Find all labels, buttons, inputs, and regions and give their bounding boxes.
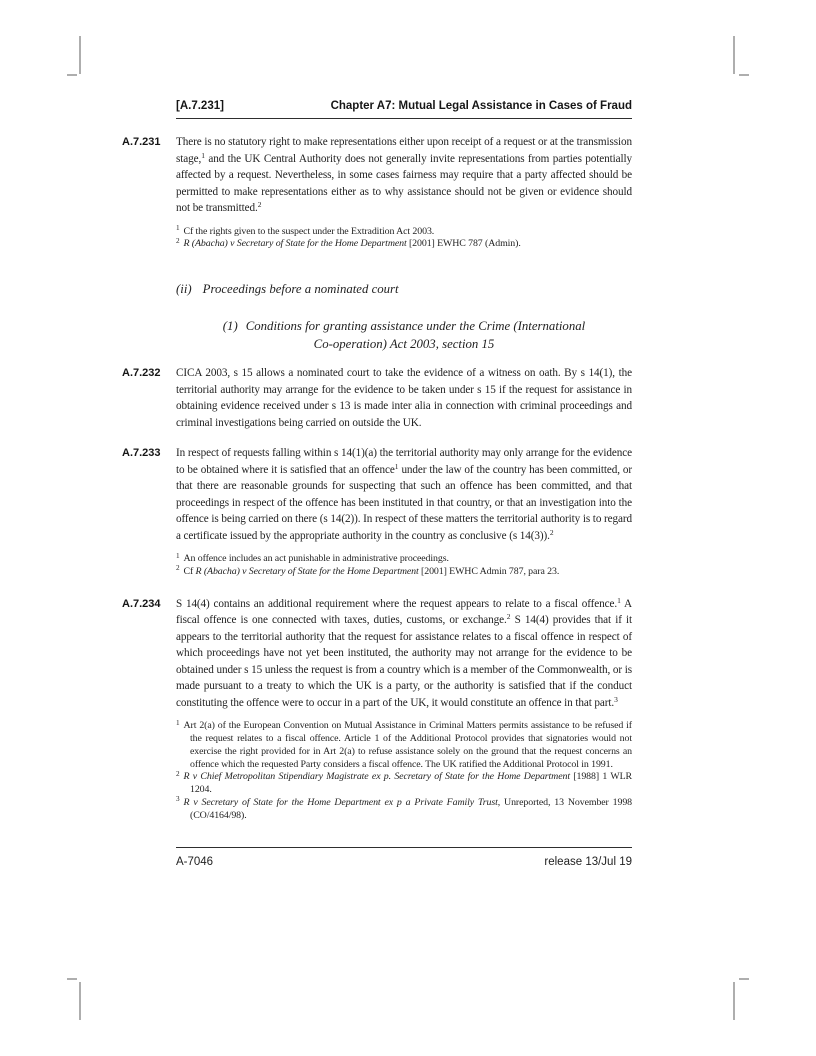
text-segment: Cf the rights given to the suspect under the Extradition Act 2003. xyxy=(183,225,435,237)
text-segment: A fiscal offence is one connected with taxes, duties, customs, or exchange. xyxy=(176,597,632,627)
paragraph-a7234 xyxy=(122,595,632,712)
paragraph-number-a7234: A.7.234 xyxy=(122,597,161,610)
header-chapter-title: Chapter A7: Mutual Legal Assistance in Cases of Fraud xyxy=(330,100,632,112)
footnote-reference: 1 xyxy=(394,461,399,471)
footnotes-a7234 xyxy=(176,720,632,822)
footnote xyxy=(176,553,632,566)
text-segment: S 14(4) contains an additional requirement where the request appears to relate to a fiscal offence. xyxy=(176,597,618,610)
crop-mark-top-left-horizontal xyxy=(67,74,77,76)
paragraph-text-a7233 xyxy=(176,445,632,544)
footnote-text xyxy=(184,771,633,795)
footer-release: release 13/Jul 19 xyxy=(544,855,632,868)
footnote-number: 2 xyxy=(176,236,180,245)
footnote-reference: 2 xyxy=(506,612,511,622)
case-citation: R v Chief Metropolitan Stipendiary Magistrate ex p. Secretary of State for the Home Department xyxy=(183,771,570,783)
subsection-heading-ii xyxy=(176,281,632,297)
subsection-heading-1-label: (1) xyxy=(222,319,238,334)
footnote-reference: 2 xyxy=(257,200,262,209)
subsection-heading-1-text: Conditions for granting assistance under the Crime (International xyxy=(245,319,586,334)
case-citation: R v Secretary of State for the Home Department ex p a Private Family Trust xyxy=(183,796,498,808)
header-section-ref: [A.7.231] xyxy=(176,100,224,112)
page-footer xyxy=(176,847,632,868)
crop-mark-bottom-left-vertical xyxy=(79,982,81,1020)
footnote-number: 2 xyxy=(176,564,180,573)
crop-mark-bottom-right-vertical xyxy=(733,982,735,1020)
text-segment: [2001] EWHC Admin 787, para 23. xyxy=(418,565,560,577)
text-segment: There is no statutory right to make representations either upon receipt of a request or at the transmission stage, xyxy=(176,136,632,165)
text-segment: Cf xyxy=(183,565,196,577)
footer-page-number: A-7046 xyxy=(176,855,214,868)
text-segment: , Unreported, 13 November 1998 (CO/4164/98). xyxy=(190,796,632,821)
case-citation: R (Abacha) v Secretary of State for the Home Department xyxy=(183,238,407,250)
footnote-text xyxy=(184,226,435,237)
footnote-reference: 1 xyxy=(201,150,205,160)
text-segment: and the UK Central Authority does not generally invite representations from parties potentially affected by a request. Nevertheless, in some cases fairness may require that a party affected should be permitted to make representations either as to why assistance should not be given or evidence should not be transmitted. xyxy=(176,152,632,214)
text-segment: [2001] EWHC 787 (Admin). xyxy=(406,238,521,250)
subsection-heading-ii-text: Proceedings before a nominated court xyxy=(202,282,399,297)
footnotes-a7233 xyxy=(176,553,632,579)
page-header xyxy=(176,100,632,119)
paragraph-text-a7231 xyxy=(176,134,632,217)
footnote xyxy=(176,720,632,771)
subsection-heading-1 xyxy=(176,317,632,353)
paragraph-a7231 xyxy=(122,134,632,217)
paragraph-text-a7234 xyxy=(176,596,632,712)
footnote-number: 2 xyxy=(176,769,180,778)
footnote-reference: 3 xyxy=(614,694,618,704)
text-segment: CICA 2003, s 15 allows a nominated court to take the evidence of a witness on oath. By s 14(1), the territorial authority may arrange for the evidence to be taken under s 15 if the request for assistance in obtaining evidence received under s 13 is made inter alia in connection with criminal proceedings and criminal investigations being carried on outside the UK. xyxy=(176,367,632,429)
text-segment: In respect of requests falling within s 14(1)(a) the territorial authority may only arrange for the evidence to be obtained where it is satisfied that an offence xyxy=(176,447,632,476)
footnote-reference: 2 xyxy=(549,527,554,537)
text-column xyxy=(122,100,633,868)
footnote xyxy=(176,566,632,579)
crop-mark-bottom-left-horizontal xyxy=(67,978,77,980)
footnote-number: 1 xyxy=(176,551,180,560)
footnote-text xyxy=(184,238,521,249)
footnote-text xyxy=(184,553,449,564)
paragraph-number-a7231: A.7.231 xyxy=(122,136,161,148)
text-segment: Art 2(a) of the European Convention on Mutual Assistance in Criminal Matters permits assistance to be refused if the request relates to a fiscal offence. Article 1 of the Additional Protocol provides that signatories would not exercise the right provided for in Art 2(a) to refuse assistance solely on the ground that the request concerns an offence which the requested Party considers a fiscal offence. The UK ratified the Additional Protocol in 1991. xyxy=(183,720,632,770)
footnote xyxy=(176,238,632,251)
paragraph-number-a7232: A.7.232 xyxy=(122,367,161,380)
paragraph-a7232 xyxy=(122,365,632,431)
text-segment: An offence includes an act punishable in administrative proceedings. xyxy=(183,553,449,565)
crop-mark-top-left-vertical xyxy=(79,36,81,74)
footnote-number: 1 xyxy=(176,224,180,232)
case-citation: R (Abacha) v Secretary of State for the Home Department xyxy=(195,565,419,577)
text-segment: [1988] 1 WLR 1204. xyxy=(190,771,632,796)
paragraph-a7233 xyxy=(122,445,633,544)
footnote xyxy=(176,226,632,239)
footnotes-a7231 xyxy=(176,226,632,252)
footnote xyxy=(176,797,632,823)
paragraph-number-a7233: A.7.233 xyxy=(122,447,161,460)
crop-mark-top-right-horizontal xyxy=(739,74,749,76)
crop-mark-bottom-right-horizontal xyxy=(739,978,749,980)
text-segment: under the law of the country has been committed, or that there are reasonable grounds for suspecting that such an offence has been committed, and that proceedings in respect of the offence has been instituted in that country, or that an investigation into the offence is being carried on there (s 14(2)). In respect of these matters the territorial authority is to regard a certificate issued by the appropriate authority in the country as conclusive (s 14(3)). xyxy=(176,463,633,542)
footnote-number: 1 xyxy=(176,718,180,727)
footnote-text xyxy=(184,566,560,577)
subsection-heading-1-line1 xyxy=(176,317,632,335)
subsection-heading-ii-label: (ii) xyxy=(176,282,192,297)
footnote-number: 3 xyxy=(176,795,180,804)
footnote-text xyxy=(184,720,633,769)
footnote-reference: 1 xyxy=(617,595,621,605)
crop-mark-top-right-vertical xyxy=(733,36,735,74)
paragraph-text-a7232 xyxy=(176,365,632,431)
footnote xyxy=(176,771,632,797)
text-segment: S 14(4) provides that if it appears to the territorial authority that the request for assistance relates to a fiscal offence in respect of which proceedings have not yet been instituted, the authority may not arrange for the evidence to be obtained under s 15 unless the request is from a country which is a member of the Commonwealth, or is made pursuant to a treaty to which the UK is a party, or the authority is satisfied that if the conduct constituting the offence were to occur in a part of the UK, it would constitute an offence in that part. xyxy=(176,614,632,709)
subsection-heading-1-line2: Co-operation) Act 2003, section 15 xyxy=(313,337,495,352)
footnote-text xyxy=(184,797,633,821)
